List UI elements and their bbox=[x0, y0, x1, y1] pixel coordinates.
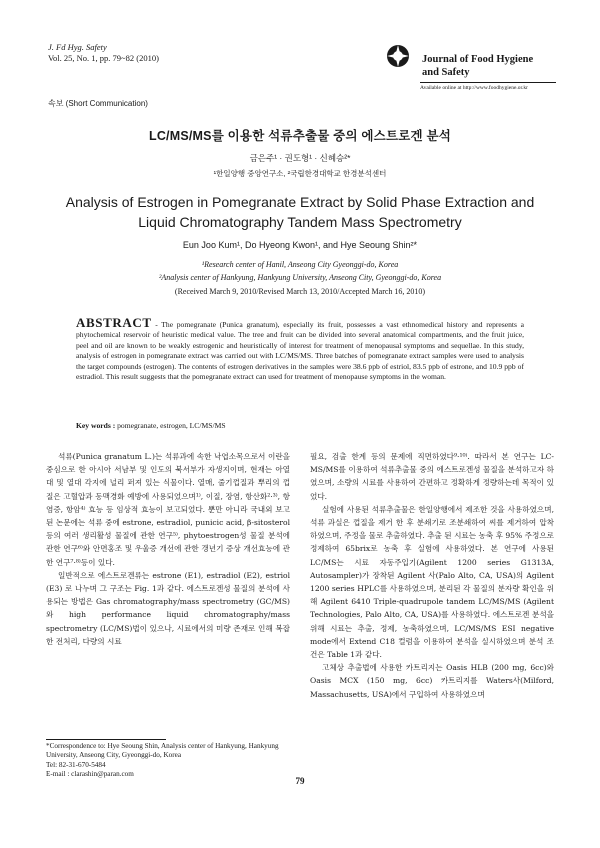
authors-english: Eun Joo Kum¹, Do Hyeong Kwon¹, and Hye Seoung Shin²* bbox=[182, 240, 418, 250]
title-english bbox=[40, 192, 560, 232]
logo-line-1: Journal of Food Hygiene bbox=[422, 54, 534, 65]
footnote-correspondence: *Correspondence to: Hye Seoung Shin, Analysis center of Hankyung, Hankyung University, Anseong City, Gyeonggi-do, Korea bbox=[46, 742, 279, 760]
keywords bbox=[76, 421, 524, 430]
footnote-tel: Tel: 82-31-670-5484 bbox=[46, 760, 106, 769]
journal-short-name: J. Fd Hyg. Safety bbox=[48, 42, 107, 52]
journal-info bbox=[48, 42, 159, 64]
affiliation-english-1: ¹Research center of Hanil, Anseong City Gyeonggi-do, Korea bbox=[201, 260, 399, 269]
abstract-heading: ABSTRACT bbox=[76, 315, 152, 330]
title-korean: LC/MS/MS를 이용한 석류추출물 중의 에스트로겐 분석 bbox=[148, 129, 452, 143]
keywords-text: pomegranate, estrogen, LC/MS/MS bbox=[115, 421, 226, 430]
body-paragraph: 고체상 추출법에 사용한 카트리지는 Oasis HLB (200 mg, 6cc)와 Oasis MCX (150 mg, 6cc) 카트리지를 Waters사(Milford, Massachusetts, USA)에서 구입하여 사용하였으며 bbox=[310, 663, 554, 699]
correspondence-footnote bbox=[46, 742, 290, 780]
authors-korean: 금은주¹ · 권도형¹ · 신혜승²* bbox=[249, 153, 351, 163]
keywords-label: Key words : bbox=[76, 421, 116, 430]
journal-logo-name bbox=[422, 53, 533, 79]
body-column-right bbox=[310, 450, 554, 701]
logo-divider bbox=[420, 82, 556, 83]
journal-url[interactable]: Available online at http://www.foodhygiene.or.kr bbox=[420, 85, 528, 91]
affiliations-korean: ¹한일양행 중앙연구소, ²국립한경대학교 한경분석센터 bbox=[213, 169, 387, 178]
footnote-divider bbox=[46, 739, 166, 740]
abstract-text: - The pomegranate (Punica granatum), especially its fruit, possesses a vast ethnomedical history and represents a phytochemical reservoir of heuristic medical value. The tree and fruit can be divided into several anatomical compartments, and the fruit juice, peel and oil are known to be weakly estrogenic and heuristically of interest for treatment of menopausal symptoms and sequellae. In this study, analysis of estrogen in pomegranate extract was carried out with LC/MS/MS. Three batches of pomegranate extract samples were used to analysis the target compounds (estrogen). The contents of estrogen derivatives in the samples were 38.6 ppb of estriol, 83.5 ppb of estrone, and 10.9 ppb of estradiol. This result suggests that the pomegranate extract can used for treatment of menopause symptoms in the woman. bbox=[76, 320, 524, 382]
page-number: 79 bbox=[295, 776, 305, 786]
body-paragraph: 실험에 사용된 석류추출물은 한일양행에서 제조한 것을 사용하였으며, 석류 과실은 껍질을 제거 한 후 분쇄기로 조분쇄하여 씨를 제거하여 압착하였으며, 주정을 물로 추출하였다. 추출 된 시료는 농축 후 95% 주정으로 정제하여 65brix로 농축 후 실험에 사용하였다. 본 연구에 사용된 LC/MS는 시료 자동주입기(Agilent 1200 series G1313A, Autosampler)가 장착된 Agilent 사(Palo Alto, CA, USA)의 Agilent 1200 series HPLC를 사용하였으며, 분리된 각 물질의 분자량 확인을 위해 Agilent 6410 Triple-quadrupole tandem LC/MS/MS (Agilent Technologies, Palo Alto, CA, USA)를 사용하였다. 에스트로겐 분석을 위해 시료는 추출, 정제, 농축하였으며, LC/MS/MS ESI negative mode에서 Extend C18 컬럼을 이용하여 분석을 실시하였으며 분석 조건은 Table 1과 같다. bbox=[310, 504, 554, 660]
received-dates: (Received March 9, 2010/Revised March 13, 2010/Accepted March 16, 2010) bbox=[174, 287, 426, 296]
journal-logo bbox=[386, 44, 556, 100]
body-paragraph: 일반적으로 에스트로겐류는 estrone (E1), estradiol (E2), estriol (E3) 로 나누며 그 구조는 Fig. 1과 같다. 에스트로겐성 물질의 분석에 사용되는 방법은 Gas chromatography/mass spectrometry (GC/MS)와 high performance liquid chromatography/mass spectrometry (LC/MS)법이 있으나, 시료에서의 미량 존재로 인해 복잡한 전처리, 다량의 시료 bbox=[46, 570, 290, 646]
logo-line-2: and Safety bbox=[422, 67, 470, 78]
journal-emblem-icon bbox=[386, 44, 410, 68]
journal-volume: Vol. 25, No. 1, pp. 79~82 (2010) bbox=[48, 53, 159, 63]
abstract bbox=[76, 315, 524, 382]
body-paragraph: 석류(Punica granatum L.)는 석류과에 속한 낙엽소목으로서 이란을 중심으로 한 아시아 서남부 및 인도의 북서부가 자생지이며, 현재는 아열대 및 열대 각지에 널리 퍼져 있는 식물이다. 열매, 줄기껍질과 뿌리의 껍질은 고혈압과 동맥경화 예방에 사용되었으며¹⁾, 이질, 장염, 항산화²·³⁾, 항염증, 항암⁴⁾ 효능 등 임상적 효능이 보고되었다. 뿐만 아니라 국내외 보고된 논문에는 석류 중에 estrone, estradiol, punicic acid, β-sitosterol 등의 여러 생리활성 물질에 관한 연구⁵⁾, phytoestrogen성 물질 분석에 관한 연구⁶⁾와 안면홍조 및 우울증 개선에 관한 갱년기 증상 개선효능에 관한 연구⁷·⁸⁾등이 있다. bbox=[46, 452, 290, 567]
affiliation-english-2: ²Analysis center of Hankyung, Hankyung University, Anseong City, Gyeonggi-do, Korea bbox=[158, 273, 442, 282]
title-english-line-1: Analysis of Estrogen in Pomegranate Extract by Solid Phase Extraction and bbox=[65, 194, 535, 210]
title-english-line-2: Liquid Chromatography Tandem Mass Spectrometry bbox=[138, 214, 462, 230]
body-paragraph: 필요, 검출 한계 등의 문제에 직면하였다⁹·¹⁰⁾. 따라서 본 연구는 LC-MS/MS를 이용하여 석류추출물 중의 에스트로겐성 물질을 분석하고자 하였으며, 소량의 시료를 사용하여 간편하고 정확하게 정량하는데 목적이 있었다. bbox=[310, 452, 554, 501]
body-column-left bbox=[46, 450, 290, 648]
footnote-email[interactable]: E-mail : clarashin@paran.com bbox=[46, 770, 134, 779]
section-label: 속보 (Short Communication) bbox=[48, 99, 148, 108]
